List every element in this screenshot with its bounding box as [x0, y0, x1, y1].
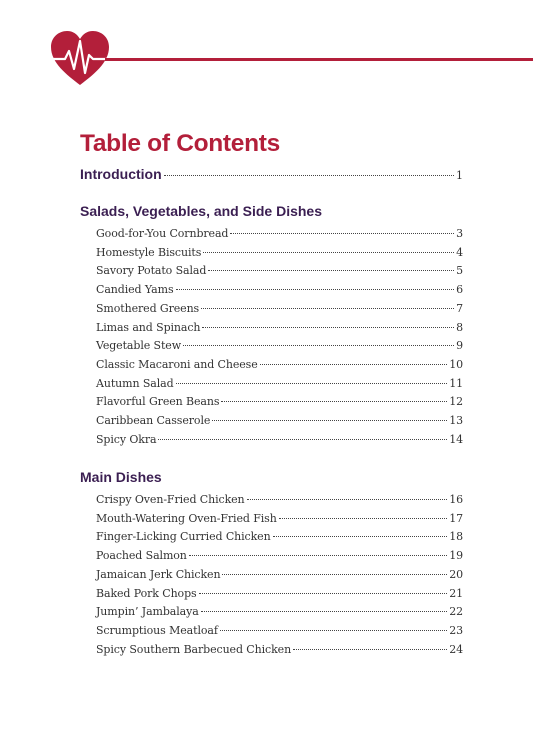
toc-entry-introduction[interactable]	[80, 166, 463, 188]
toc-entry-page: 13	[449, 414, 463, 427]
dot-leader	[208, 270, 454, 271]
toc-entry-page: 5	[456, 264, 463, 278]
toc-title: Table of Contents	[80, 130, 280, 157]
toc-entry-page: 12	[449, 395, 463, 409]
dot-leader	[279, 518, 447, 519]
toc-entry[interactable]	[96, 549, 463, 567]
dot-leader	[176, 289, 455, 290]
toc-entry-page: 8	[456, 320, 463, 334]
dot-leader	[183, 345, 454, 346]
section-heading: Salads, Vegetables, and Side Dishes	[80, 203, 322, 219]
dot-leader	[176, 383, 448, 384]
toc-entry-label: Mouth-Watering Oven-Fried Fish	[96, 511, 277, 525]
toc-entry[interactable]	[96, 493, 463, 511]
toc-entry[interactable]	[96, 433, 463, 451]
toc-entry[interactable]	[96, 414, 463, 432]
toc-entry[interactable]	[96, 587, 463, 605]
dot-leader	[212, 420, 447, 421]
toc-entry[interactable]	[96, 377, 463, 395]
toc-entry[interactable]	[96, 302, 463, 320]
dot-leader	[158, 439, 447, 440]
toc-entry-page: 23	[449, 623, 463, 637]
dot-leader	[201, 308, 454, 309]
toc-entry-page: 11	[449, 376, 463, 390]
toc-entry-label: Limas and Spinach	[96, 320, 201, 334]
toc-entry-label: Finger-Licking Curried Chicken	[96, 530, 271, 544]
dot-leader	[230, 233, 454, 234]
dot-leader	[201, 611, 447, 612]
dot-leader	[247, 499, 448, 500]
toc-entry-page: 22	[449, 605, 463, 619]
toc-entry[interactable]	[96, 358, 463, 376]
dot-leader	[260, 364, 448, 365]
toc-entry-page: 9	[456, 339, 463, 353]
toc-entry[interactable]	[96, 530, 463, 548]
toc-entry-label: Vegetable Stew	[96, 339, 182, 353]
toc-entry-label: Spicy Okra	[96, 432, 157, 446]
toc-entry-label: Flavorful Green Beans	[96, 395, 220, 409]
toc-entry-label: Jamaican Jerk Chicken	[96, 567, 221, 581]
toc-entry-label: Savory Potato Salad	[96, 264, 207, 278]
dot-leader	[273, 536, 448, 537]
dot-leader	[221, 401, 447, 402]
toc-entry-page: 1	[456, 169, 463, 182]
toc-entry-page: 16	[449, 493, 463, 506]
dot-leader	[293, 649, 447, 650]
toc-entry-page: 20	[449, 567, 463, 581]
toc-entry-label: Candied Yams	[96, 283, 174, 297]
dot-leader	[202, 327, 454, 328]
toc-entry[interactable]	[96, 227, 463, 245]
toc-entry-label: Classic Macaroni and Cheese	[96, 357, 258, 371]
toc-entry-label: Baked Pork Chops	[96, 586, 197, 600]
toc-entry[interactable]	[96, 246, 463, 264]
toc-entry-label: Introduction	[80, 166, 162, 182]
toc-entry-page: 18	[449, 530, 463, 544]
heart-heartbeat-icon	[49, 29, 111, 87]
dot-leader	[189, 555, 447, 556]
toc-entry-label: Caribbean Casserole	[96, 414, 211, 427]
toc-entry-label: Scrumptious Meatloaf	[96, 623, 218, 637]
toc-entry-label: Jumpin’ Jambalaya	[96, 605, 199, 619]
toc-entry-page: 7	[456, 301, 463, 315]
toc-entry-page: 3	[456, 227, 463, 240]
toc-entry[interactable]	[96, 339, 463, 357]
dot-leader	[203, 252, 454, 253]
toc-entry[interactable]	[96, 624, 463, 642]
toc-entry[interactable]	[96, 283, 463, 301]
toc-entry[interactable]	[96, 395, 463, 413]
toc-entry-label: Spicy Southern Barbecued Chicken	[96, 642, 292, 656]
dot-leader	[199, 593, 448, 594]
toc-entry[interactable]	[96, 605, 463, 623]
toc-entry-page: 4	[456, 245, 463, 259]
toc-entry-label: Poached Salmon	[96, 549, 187, 563]
toc-entry-label: Smothered Greens	[96, 301, 200, 315]
toc-entry[interactable]	[96, 321, 463, 339]
toc-entry-page: 14	[449, 432, 463, 446]
page-header	[0, 0, 533, 100]
toc-entry-label: Good-for-You Cornbread	[96, 227, 229, 240]
header-rule	[105, 58, 533, 61]
toc-entry-label: Autumn Salad	[96, 376, 174, 390]
dot-leader	[164, 175, 454, 176]
toc-entry-page: 17	[449, 511, 463, 525]
toc-entry[interactable]	[96, 264, 463, 282]
toc-entry-page: 6	[456, 283, 463, 297]
section-heading: Main Dishes	[80, 469, 162, 485]
toc-entry-label: Homestyle Biscuits	[96, 245, 202, 259]
dot-leader	[222, 574, 447, 575]
toc-entry-page: 24	[449, 642, 463, 656]
dot-leader	[220, 630, 447, 631]
toc-entry-page: 21	[449, 586, 463, 600]
toc-entry[interactable]	[96, 512, 463, 530]
toc-entry[interactable]	[96, 568, 463, 586]
toc-entry-page: 10	[449, 357, 463, 371]
toc-entry-label: Crispy Oven-Fried Chicken	[96, 493, 245, 506]
toc-entry[interactable]	[96, 643, 463, 661]
toc-entry-page: 19	[449, 549, 463, 563]
